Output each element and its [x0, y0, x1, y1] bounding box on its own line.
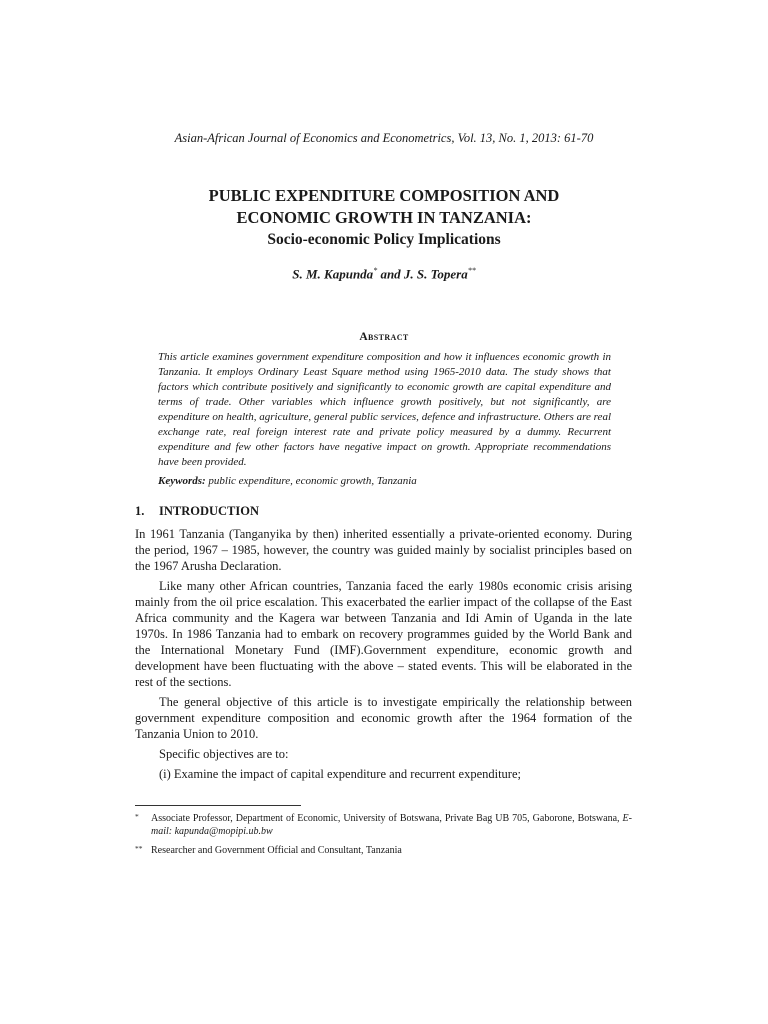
- body-text: [135, 526, 632, 782]
- author-1-footnote-mark: *: [373, 266, 378, 275]
- footnotes: [135, 812, 632, 863]
- journal-citation: Asian-African Journal of Economics and Econometrics, Vol. 13, No. 1, 2013: 61-70: [174, 131, 594, 145]
- footnote-1-email[interactable]: E-mail: kapunda@mopipi.ub.bw: [151, 813, 632, 837]
- footnote-1-mark: *: [135, 812, 139, 821]
- paragraph-3: The general objective of this article is to investigate empirically the relationship between government expenditure composition and economic growth after the 1964 formation of the Tanzania Union to 2010.: [135, 695, 632, 741]
- list-item: (i) Examine the impact of capital expenditure and recurrent expenditure;: [159, 767, 521, 781]
- author-conjunction: and: [377, 266, 404, 282]
- author-2: J. S. Topera: [403, 266, 468, 282]
- abstract-text: This article examines government expenditure composition and how it influences economic growth in Tanzania. It employs Ordinary Least Square method using 1965-2010 data. The study shows that factors which contribute positively and significantly to economic growth are capital expenditure and terms of trade. Other variables which influence growth positively, but not significantly, are expenditure on health, agriculture, general public services, defence and infrastructure. Others are real exchange rate, real foreign interest rate and private policy measured by a dummy. Recurrent expenditure and few other factors have negative impact on growth. Appropriate recommendations have been provided.: [158, 351, 611, 468]
- title-line-2: ECONOMIC GROWTH IN TANZANIA:: [236, 208, 532, 227]
- footnote-2-mark: **: [135, 844, 143, 853]
- title-line-1: PUBLIC EXPENDITURE COMPOSITION AND: [208, 186, 560, 205]
- keywords: [158, 474, 611, 489]
- section-title: INTRODUCTION: [159, 504, 260, 518]
- paragraph-1: In 1961 Tanzania (Tanganyika by then) inherited essentially a private-oriented economy. During the period, 1967 – 1985, however, the country was guided mainly by socialist principles based on the 1967 Arusha Declaration.: [135, 527, 632, 573]
- footnote-divider: [135, 805, 301, 806]
- footnote-2-text: Researcher and Government Official and Consultant, Tanzania: [151, 845, 402, 856]
- author-line: [0, 266, 768, 282]
- footnote-1: [135, 812, 632, 838]
- keywords-label: Keywords:: [158, 475, 206, 487]
- author-2-footnote-mark: **: [467, 266, 476, 275]
- paper-title: [0, 185, 768, 251]
- section-number: 1.: [135, 504, 145, 518]
- footnote-1-text: Associate Professor, Department of Economic, University of Botswana, Private Bag UB 705, Gaborone, Botswana,: [151, 813, 623, 824]
- keywords-text: public expenditure, economic growth, Tanzania: [205, 475, 417, 487]
- section-heading: [135, 504, 635, 519]
- footnote-2: [135, 844, 632, 857]
- abstract-heading: Abstract: [359, 331, 409, 343]
- author-1: S. M. Kapunda: [292, 266, 374, 282]
- paragraph-2: Like many other African countries, Tanzania faced the early 1980s economic crisis arising mainly from the oil price escalation. This exacerbated the earlier impact of the collapse of the East Africa community and the Kagera war between Tanzania and Idi Amin of Uganda in the late 1970s. In 1986 Tanzania had to embark on recovery programmes guided by the World Bank and the International Monetary Fund (IMF).Government expenditure, economic growth and development have been fluctuating with the above – stated events. This will be elaborated in the rest of the sections.: [135, 579, 632, 689]
- paragraph-4: Specific objectives are to:: [159, 747, 289, 761]
- paper-subtitle: Socio-economic Policy Implications: [267, 231, 501, 248]
